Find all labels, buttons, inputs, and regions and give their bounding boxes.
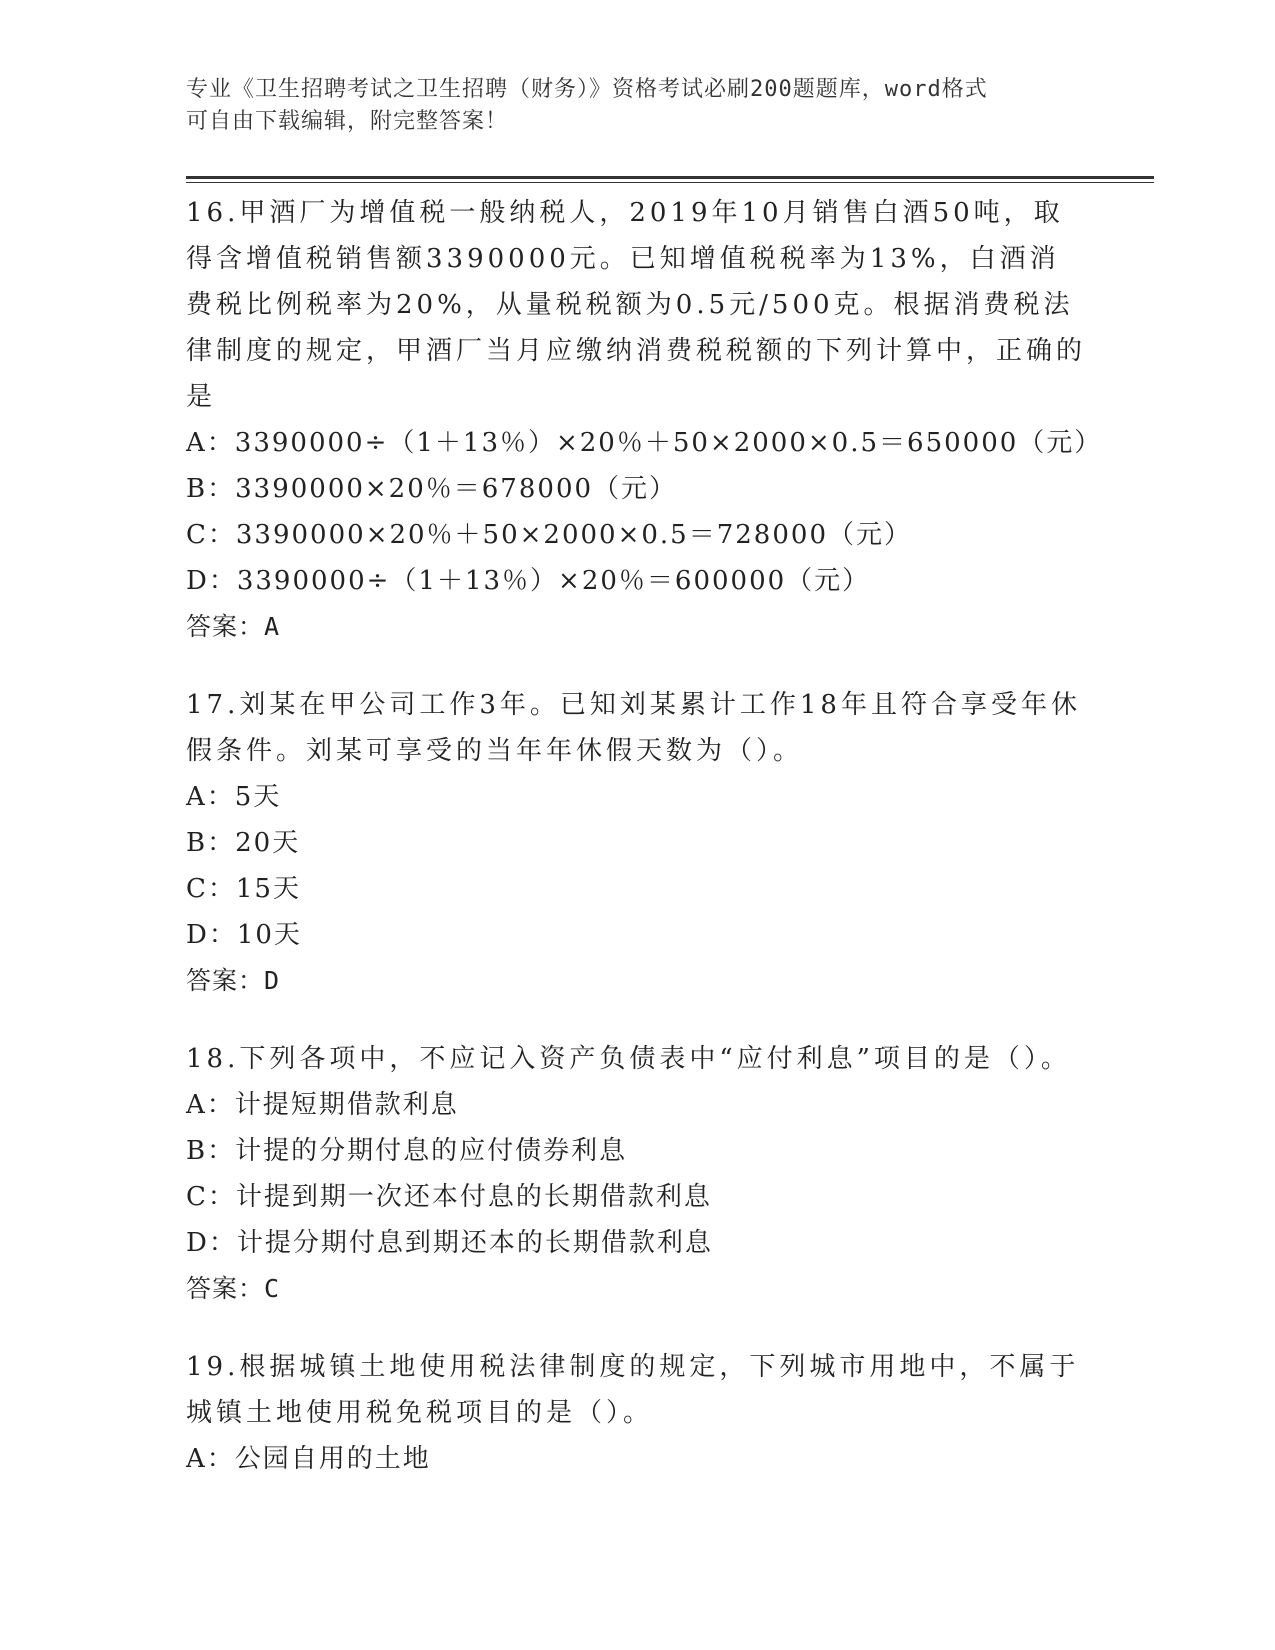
option-b: B：计提的分期付息的应付债券利息 [186,1136,628,1166]
option-a: A：公园自用的土地 [186,1444,431,1474]
option-a: A：计提短期借款利息 [186,1090,459,1120]
header-divider-thick [186,176,1154,179]
option-a: A：5天 [186,782,282,812]
option-d: D：10天 [186,920,302,950]
answer-label: 答案：A [186,612,281,641]
document-header [186,74,1086,138]
question-stem: 17.刘某在甲公司工作3年。已知刘某累计工作18年且符合享受年休假条件。刘某可享受的当年年休假天数为（）。 [186,690,1081,766]
question-16 [186,190,1103,650]
option-b: B：3390000×20％＝678000（元） [186,474,678,504]
answer-label: 答案：C [186,1274,281,1303]
option-b: B：20天 [186,828,301,858]
question-18 [186,1036,1086,1312]
answer-label: 答案：D [186,966,281,995]
question-stem: 19.根据城镇土地使用税法律制度的规定，下列城市用地中，不属于城镇土地使用税免税项目的是（）。 [186,1352,1080,1428]
question-19 [186,1344,1086,1482]
header-line-2: 可自由下载编辑，附完整答案！ [186,109,509,134]
question-stem: 16.甲酒厂为增值税一般纳税人，2019年10月销售白酒50吨，取得含增值税销售额3390000元。已知增值税税率为13%，白酒消费税比例税率为20%，从量税税额为0.5元/500克。根据消费税法律制度的规定，甲酒厂当月应缴纳消费税税额的下列计算中，正确的是 [186,198,1087,412]
header-line-1: 专业《卫生招聘考试之卫生招聘（财务）》资格考试必刷200题题库，word格式 [186,77,988,102]
option-d: D：3390000÷（1＋13％）×20％＝600000（元） [186,566,871,596]
question-stem: 18.下列各项中，不应记入资产负债表中“应付利息”项目的是（）。 [186,1044,1071,1074]
option-c: C：计提到期一次还本付息的长期借款利息 [186,1182,712,1212]
option-d: D：计提分期付息到期还本的长期借款利息 [186,1228,713,1258]
option-a: A：3390000÷（1＋13％）×20％＋50×2000×0.5＝650000（元） [186,428,1103,458]
option-c: C：15天 [186,874,301,904]
question-17 [186,682,1086,1004]
header-divider-thin [186,182,1154,183]
option-c: C：3390000×20％＋50×2000×0.5＝728000（元） [186,520,912,550]
question-list [186,190,1103,1514]
